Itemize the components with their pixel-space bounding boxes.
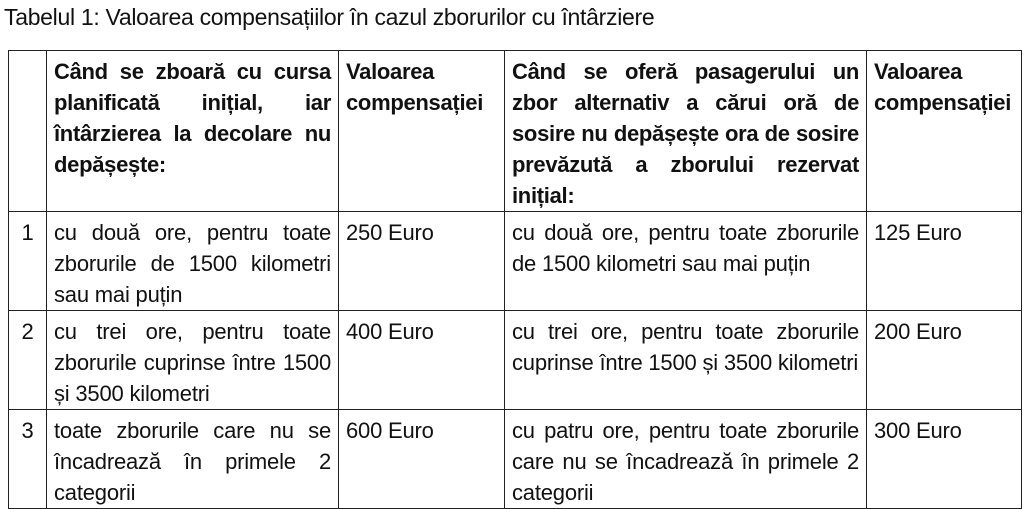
row-number: 3 (9, 410, 47, 509)
header-compensation-2: Valoarea compensației (867, 51, 1022, 212)
row-number: 1 (9, 212, 47, 311)
compensation-cell: 300 Euro (867, 410, 1022, 509)
planned-delay-cell: cu trei ore, pentru toate zborurile cuprinse între 1500 și 3500 kilometri (47, 311, 339, 410)
table-row (9, 410, 1022, 509)
table-row (9, 212, 1022, 311)
compensation-cell: 250 Euro (339, 212, 505, 311)
header-alternative-flight: Când se oferă pasagerului un zbor alternativ a cărui oră de sosire nu depășește ora de sosire prevăzută a zborului rezervat inițial: (505, 51, 867, 212)
planned-delay-cell: toate zborurile care nu se încadrează în primele 2 categorii (47, 410, 339, 509)
compensation-cell: 400 Euro (339, 311, 505, 410)
alternative-flight-cell: cu două ore, pentru toate zborurile de 1500 kilometri sau mai puțin (505, 212, 867, 311)
compensation-cell: 200 Euro (867, 311, 1022, 410)
header-compensation-1: Valoarea compensației (339, 51, 505, 212)
alternative-flight-cell: cu patru ore, pentru toate zborurile care nu se încadrează în primele 2 categorii (505, 410, 867, 509)
header-planned-flight: Când se zboară cu cursa planificată inițial, iar întârzierea la decolare nu depășește: (47, 51, 339, 212)
table-header-row (9, 51, 1022, 212)
alternative-flight-cell: cu trei ore, pentru toate zborurile cuprinse între 1500 și 3500 kilometri (505, 311, 867, 410)
table-caption: Tabelul 1: Valoarea compensațiilor în cazul zborurilor cu întârziere (4, 4, 655, 30)
compensation-cell: 600 Euro (339, 410, 505, 509)
header-index-cell (9, 51, 47, 212)
planned-delay-cell: cu două ore, pentru toate zborurile de 1500 kilometri sau mai puțin (47, 212, 339, 311)
table-row (9, 311, 1022, 410)
compensation-table (8, 50, 1022, 509)
row-number: 2 (9, 311, 47, 410)
compensation-cell: 125 Euro (867, 212, 1022, 311)
